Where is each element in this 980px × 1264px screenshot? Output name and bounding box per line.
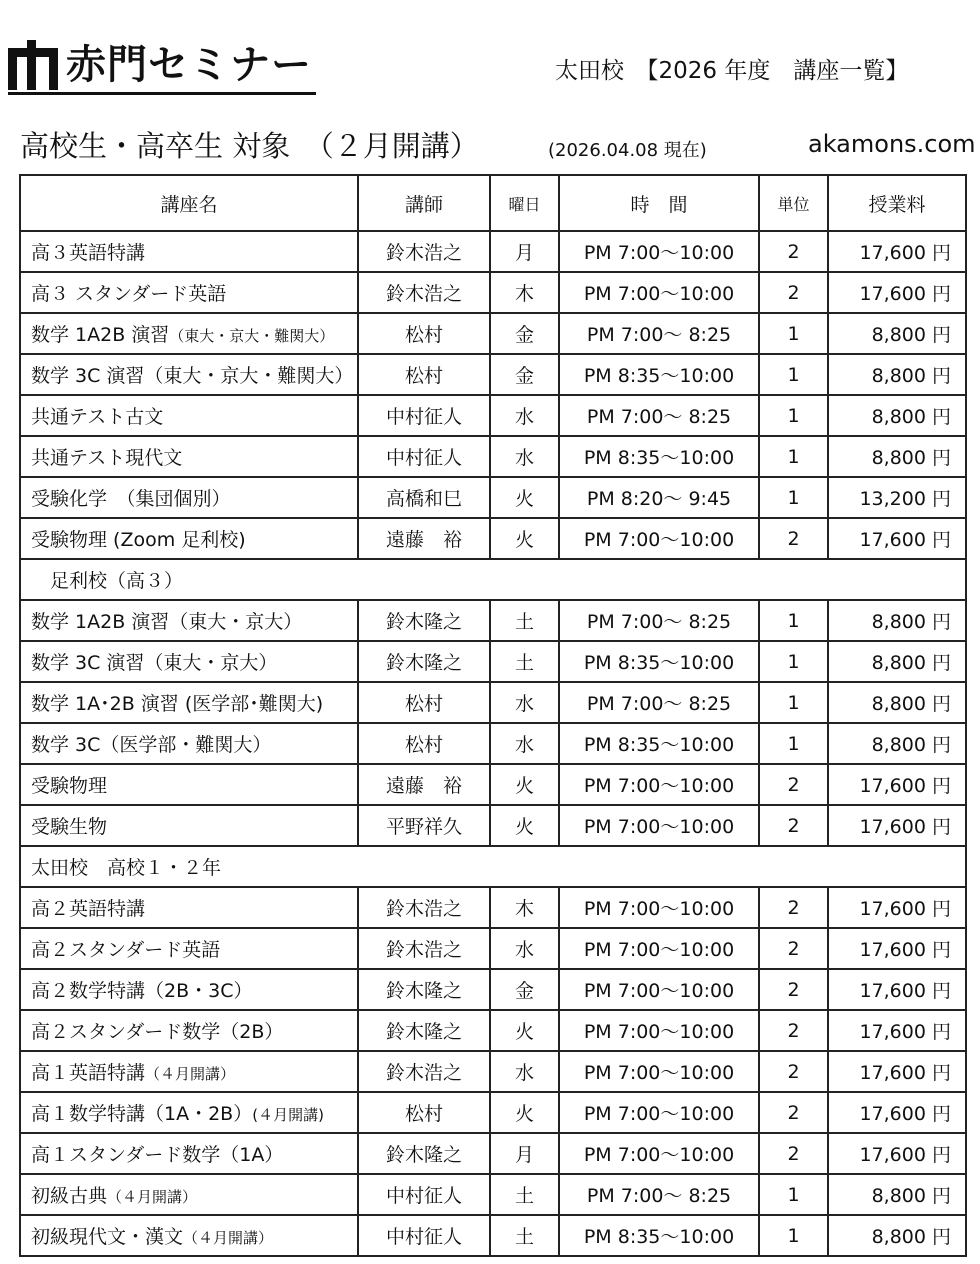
day-cell: 土: [490, 1215, 559, 1256]
teacher-cell: 鈴木隆之: [358, 600, 490, 641]
table-row: [20, 1051, 966, 1092]
units-cell: 1: [759, 436, 828, 477]
table-row: [20, 231, 966, 272]
section-empty-cell: [358, 846, 490, 887]
day-cell: 木: [490, 272, 559, 313]
day-cell: 火: [490, 1092, 559, 1133]
teacher-cell: 松村: [358, 1092, 490, 1133]
teacher-cell: 中村征人: [358, 436, 490, 477]
units-cell: 2: [759, 764, 828, 805]
fee-cell: 17,600 円: [828, 272, 966, 313]
table-row: [20, 600, 966, 641]
teacher-cell: 鈴木隆之: [358, 1010, 490, 1051]
course-name-cell: [20, 682, 358, 723]
course-name-cell: [20, 354, 358, 395]
section-empty-cell: [358, 559, 490, 600]
fee-cell: 8,800 円: [828, 395, 966, 436]
table-row: [20, 313, 966, 354]
time-cell: PM 8:20〜 9:45: [559, 477, 759, 518]
teacher-cell: 松村: [358, 682, 490, 723]
course-name-cell: [20, 395, 358, 436]
day-cell: 火: [490, 1010, 559, 1051]
section-row: [20, 846, 966, 887]
table-row: [20, 1010, 966, 1051]
fee-cell: 8,800 円: [828, 354, 966, 395]
day-cell: 月: [490, 231, 559, 272]
time-cell: PM 7:00〜 8:25: [559, 395, 759, 436]
time-cell: PM 7:00〜 8:25: [559, 682, 759, 723]
table-row: [20, 887, 966, 928]
section-empty-cell: [559, 846, 759, 887]
course-name: 初級現代文・漢文: [31, 1226, 184, 1248]
course-name-cell: [20, 231, 358, 272]
column-header-time: 時 間: [559, 175, 759, 231]
fee-cell: 17,600 円: [828, 969, 966, 1010]
time-cell: PM 7:00〜10:00: [559, 887, 759, 928]
teacher-cell: 鈴木浩之: [358, 887, 490, 928]
course-name: 初級古典: [31, 1185, 108, 1207]
section-empty-cell: [490, 846, 559, 887]
course-name-cell: [20, 600, 358, 641]
course-name-note: （４月開講）: [183, 1229, 274, 1247]
time-cell: PM 8:35〜10:00: [559, 354, 759, 395]
section-empty-cell: [490, 559, 559, 600]
course-name: 高３英語特講: [31, 242, 146, 264]
units-cell: 1: [759, 1174, 828, 1215]
course-name-cell: [20, 1174, 358, 1215]
fee-cell: 8,800 円: [828, 436, 966, 477]
units-cell: 1: [759, 682, 828, 723]
course-name: 受験生物: [31, 816, 108, 838]
fee-cell: 13,200 円: [828, 477, 966, 518]
section-empty-cell: [828, 846, 966, 887]
units-cell: 2: [759, 805, 828, 846]
fee-cell: 17,600 円: [828, 1092, 966, 1133]
fee-cell: 17,600 円: [828, 805, 966, 846]
day-cell: 金: [490, 313, 559, 354]
course-name: 数学 3C 演習（東大・京大）: [31, 652, 278, 674]
day-cell: 水: [490, 682, 559, 723]
course-name: 高１英語特講: [31, 1062, 146, 1084]
course-name-cell: [20, 272, 358, 313]
table-row: [20, 969, 966, 1010]
page-subtitle: 高校生・高卒生 対象 （２月開講）: [20, 129, 479, 163]
day-cell: 土: [490, 641, 559, 682]
units-cell: 2: [759, 887, 828, 928]
fee-cell: 17,600 円: [828, 928, 966, 969]
teacher-cell: 中村征人: [358, 395, 490, 436]
akamon-gate-icon: [8, 40, 60, 90]
course-name: 受験物理: [31, 775, 108, 797]
section-label: 太田校 高校１・２年: [20, 846, 358, 887]
units-cell: 2: [759, 969, 828, 1010]
fee-cell: 17,600 円: [828, 1010, 966, 1051]
fee-cell: 17,600 円: [828, 518, 966, 559]
column-header-teacher: 講師: [358, 175, 490, 231]
day-cell: 火: [490, 477, 559, 518]
time-cell: PM 7:00〜 8:25: [559, 600, 759, 641]
course-name: 共通テスト古文: [31, 406, 164, 428]
course-name-cell: [20, 1010, 358, 1051]
course-name: 高２数学特講（2B・3C）: [31, 980, 253, 1002]
teacher-cell: 中村征人: [358, 1174, 490, 1215]
day-cell: 金: [490, 969, 559, 1010]
teacher-cell: 松村: [358, 354, 490, 395]
day-cell: 火: [490, 518, 559, 559]
section-empty-cell: [559, 559, 759, 600]
time-cell: PM 7:00〜10:00: [559, 1133, 759, 1174]
fee-cell: 17,600 円: [828, 887, 966, 928]
fee-cell: 8,800 円: [828, 313, 966, 354]
units-cell: 1: [759, 1215, 828, 1256]
units-cell: 2: [759, 1133, 828, 1174]
logo-text: 赤門セミナー: [66, 42, 312, 88]
column-header-course: 講座名: [20, 175, 358, 231]
table-row: [20, 518, 966, 559]
course-name-cell: [20, 723, 358, 764]
time-cell: PM 7:00〜 8:25: [559, 1174, 759, 1215]
course-name: 受験物理 (Zoom 足利校): [31, 529, 246, 551]
time-cell: PM 7:00〜10:00: [559, 805, 759, 846]
day-cell: 土: [490, 600, 559, 641]
teacher-cell: 松村: [358, 313, 490, 354]
units-cell: 2: [759, 1010, 828, 1051]
day-cell: 水: [490, 928, 559, 969]
course-name: 数学 1A2B 演習: [31, 324, 170, 346]
fee-cell: 17,600 円: [828, 1051, 966, 1092]
course-name-cell: [20, 313, 358, 354]
time-cell: PM 8:35〜10:00: [559, 1215, 759, 1256]
course-name: 高２スタンダード数学（2B）: [31, 1021, 284, 1043]
day-cell: 水: [490, 436, 559, 477]
table-row: [20, 1174, 966, 1215]
course-name: 数学 3C 演習（東大・京大・難関大）: [31, 365, 354, 387]
section-empty-cell: [759, 559, 828, 600]
units-cell: 1: [759, 641, 828, 682]
table-row: [20, 1215, 966, 1256]
table-row: [20, 1092, 966, 1133]
fee-cell: 8,800 円: [828, 1174, 966, 1215]
teacher-cell: 鈴木浩之: [358, 272, 490, 313]
table-row: [20, 436, 966, 477]
course-name-cell: [20, 764, 358, 805]
course-name-cell: [20, 1215, 358, 1256]
course-name-cell: [20, 436, 358, 477]
teacher-cell: 鈴木浩之: [358, 928, 490, 969]
course-name-cell: [20, 477, 358, 518]
time-cell: PM 7:00〜10:00: [559, 231, 759, 272]
course-name: 数学 1A2B 演習（東大・京大）: [31, 611, 303, 633]
fee-cell: 8,800 円: [828, 641, 966, 682]
table-row: [20, 1133, 966, 1174]
table-row: [20, 764, 966, 805]
course-name-note: (４月開講): [252, 1106, 324, 1124]
units-cell: 2: [759, 1092, 828, 1133]
column-header-day: 曜日: [490, 175, 559, 231]
table-row: [20, 641, 966, 682]
course-name-cell: [20, 1133, 358, 1174]
day-cell: 火: [490, 764, 559, 805]
course-name: 高１スタンダード数学（1A）: [31, 1144, 284, 1166]
fee-cell: 8,800 円: [828, 682, 966, 723]
teacher-cell: 中村征人: [358, 1215, 490, 1256]
units-cell: 1: [759, 600, 828, 641]
units-cell: 2: [759, 231, 828, 272]
fee-cell: 17,600 円: [828, 1133, 966, 1174]
day-cell: 水: [490, 1051, 559, 1092]
section-empty-cell: [759, 846, 828, 887]
course-table: [19, 174, 967, 1257]
course-name: 高２スタンダード英語: [31, 939, 221, 961]
table-body: [20, 231, 966, 1256]
day-cell: 土: [490, 1174, 559, 1215]
course-name-note: （東大・京大・難関大）: [169, 327, 335, 345]
time-cell: PM 7:00〜10:00: [559, 518, 759, 559]
course-name: 数学 3C（医学部・難関大）: [31, 734, 272, 756]
column-header-fee: 授業料: [828, 175, 966, 231]
teacher-cell: 松村: [358, 723, 490, 764]
teacher-cell: 鈴木浩之: [358, 1051, 490, 1092]
school-title: 太田校 【2026 年度 講座一覧】: [555, 58, 909, 84]
section-row: [20, 559, 966, 600]
course-name-cell: [20, 641, 358, 682]
course-name: 高３ スタンダード英語: [31, 283, 227, 305]
teacher-cell: 遠藤 裕: [358, 518, 490, 559]
course-name: 高２英語特講: [31, 898, 146, 920]
logo-underline: [8, 92, 316, 95]
course-name: 数学 1A･2B 演習 (医学部･難関大): [31, 693, 324, 715]
units-cell: 1: [759, 723, 828, 764]
fee-cell: 8,800 円: [828, 1215, 966, 1256]
table-row: [20, 928, 966, 969]
time-cell: PM 7:00〜10:00: [559, 272, 759, 313]
table-row: [20, 805, 966, 846]
time-cell: PM 8:35〜10:00: [559, 641, 759, 682]
teacher-cell: 鈴木隆之: [358, 1133, 490, 1174]
table-row: [20, 477, 966, 518]
table-row: [20, 395, 966, 436]
day-cell: 月: [490, 1133, 559, 1174]
course-name-note: （４月開講）: [145, 1065, 236, 1083]
course-name-cell: [20, 805, 358, 846]
teacher-cell: 高橋和巳: [358, 477, 490, 518]
time-cell: PM 7:00〜10:00: [559, 1010, 759, 1051]
time-cell: PM 7:00〜10:00: [559, 764, 759, 805]
time-cell: PM 8:35〜10:00: [559, 723, 759, 764]
table-row: [20, 682, 966, 723]
fee-cell: 8,800 円: [828, 600, 966, 641]
time-cell: PM 7:00〜10:00: [559, 928, 759, 969]
table-row: [20, 354, 966, 395]
course-name-note: （４月開講）: [107, 1188, 198, 1206]
course-name-cell: [20, 1051, 358, 1092]
units-cell: 2: [759, 1051, 828, 1092]
day-cell: 水: [490, 395, 559, 436]
course-name-cell: [20, 928, 358, 969]
units-cell: 2: [759, 518, 828, 559]
units-cell: 1: [759, 477, 828, 518]
course-name-cell: [20, 969, 358, 1010]
units-cell: 1: [759, 395, 828, 436]
logo: [8, 40, 316, 96]
teacher-cell: 鈴木隆之: [358, 641, 490, 682]
time-cell: PM 7:00〜10:00: [559, 1051, 759, 1092]
table-row: [20, 272, 966, 313]
course-name-cell: [20, 1092, 358, 1133]
units-cell: 1: [759, 354, 828, 395]
course-name-cell: [20, 518, 358, 559]
fee-cell: 8,800 円: [828, 723, 966, 764]
day-cell: 木: [490, 887, 559, 928]
section-empty-cell: [828, 559, 966, 600]
time-cell: PM 7:00〜10:00: [559, 1092, 759, 1133]
website-link[interactable]: akamons.com: [808, 130, 976, 158]
course-name: 高１数学特講（1A・2B）: [31, 1103, 253, 1125]
day-cell: 水: [490, 723, 559, 764]
table-header-row: [20, 175, 966, 231]
section-label: 足利校（高３）: [20, 559, 358, 600]
course-name: 受験化学 （集団個別）: [31, 488, 231, 510]
table-row: [20, 723, 966, 764]
course-name-cell: [20, 887, 358, 928]
day-cell: 金: [490, 354, 559, 395]
course-name: 共通テスト現代文: [31, 447, 183, 469]
teacher-cell: 鈴木隆之: [358, 969, 490, 1010]
fee-cell: 17,600 円: [828, 764, 966, 805]
time-cell: PM 7:00〜10:00: [559, 969, 759, 1010]
fee-cell: 17,600 円: [828, 231, 966, 272]
as-of-date: (2026.04.08 現在): [548, 140, 707, 161]
day-cell: 火: [490, 805, 559, 846]
units-cell: 1: [759, 313, 828, 354]
teacher-cell: 鈴木浩之: [358, 231, 490, 272]
time-cell: PM 7:00〜 8:25: [559, 313, 759, 354]
column-header-units: 単位: [759, 175, 828, 231]
teacher-cell: 平野祥久: [358, 805, 490, 846]
teacher-cell: 遠藤 裕: [358, 764, 490, 805]
units-cell: 2: [759, 928, 828, 969]
units-cell: 2: [759, 272, 828, 313]
time-cell: PM 8:35〜10:00: [559, 436, 759, 477]
